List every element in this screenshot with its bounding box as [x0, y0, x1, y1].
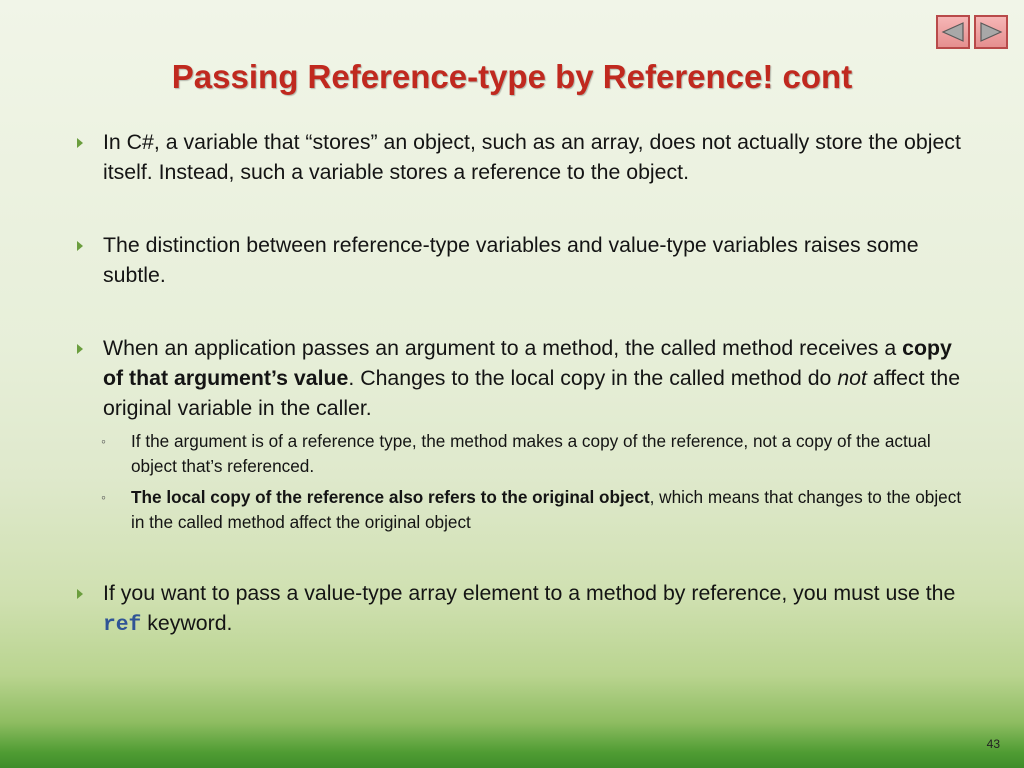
bullet-text-part: When an application passes an argument to a method, the called method receives a [103, 336, 903, 360]
bullet-arrow-icon [77, 241, 83, 251]
page-number: 43 [986, 737, 1000, 751]
bullet-text-part: If you want to pass a value-type array element to a method by reference, you must use the [103, 581, 956, 605]
ref-keyword-code: ref [103, 613, 142, 637]
bullet-text-part: affect the original variable in the caller. [103, 366, 961, 420]
bullet-item [0, 230, 1024, 290]
previous-slide-button[interactable] [936, 15, 970, 49]
slide-content [0, 127, 1024, 640]
bullet-arrow-icon [77, 138, 83, 148]
bullet-italic-text: not [837, 366, 867, 390]
bullet-item [0, 333, 1024, 423]
sub-bullet-bold-text: The local copy of the reference also refers to the original object [131, 487, 650, 507]
bullet-text-part: keyword. [141, 611, 233, 635]
bullet-item [0, 127, 1024, 187]
sub-bullet-circle-icon: ◦ [101, 489, 106, 505]
next-slide-button[interactable] [974, 15, 1008, 49]
bullet-text-part: . Changes to the local copy in the called method do [348, 366, 838, 390]
sub-bullet-item [0, 429, 1024, 479]
bullet-item [0, 578, 1024, 640]
sub-bullet-text: If the argument is of a reference type, the method makes a copy of the reference, not a copy of the actual object that’s referenced. [131, 431, 931, 476]
bullet-text: The distinction between reference-type variables and value-type variables raises some subtle. [103, 233, 919, 287]
sub-bullet-circle-icon: ◦ [101, 433, 106, 449]
bullet-arrow-icon [77, 589, 83, 599]
triangle-left-icon [941, 21, 965, 43]
slide-title: Passing Reference-type by Reference! cont [171, 58, 853, 95]
triangle-right-icon [979, 21, 1003, 43]
bullet-bold-text: copy of that argument’s value [103, 336, 952, 390]
slide-navigation [936, 15, 1008, 49]
bullet-arrow-icon [77, 344, 83, 354]
bullet-text: In C#, a variable that “stores” an object, such as an array, does not actually store the object itself. Instead, such a variable stores a reference to the object. [103, 130, 961, 184]
sub-bullet-item [0, 485, 1024, 535]
sub-bullet-text: , which means that changes to the object in the called method affect the original object [131, 487, 962, 532]
